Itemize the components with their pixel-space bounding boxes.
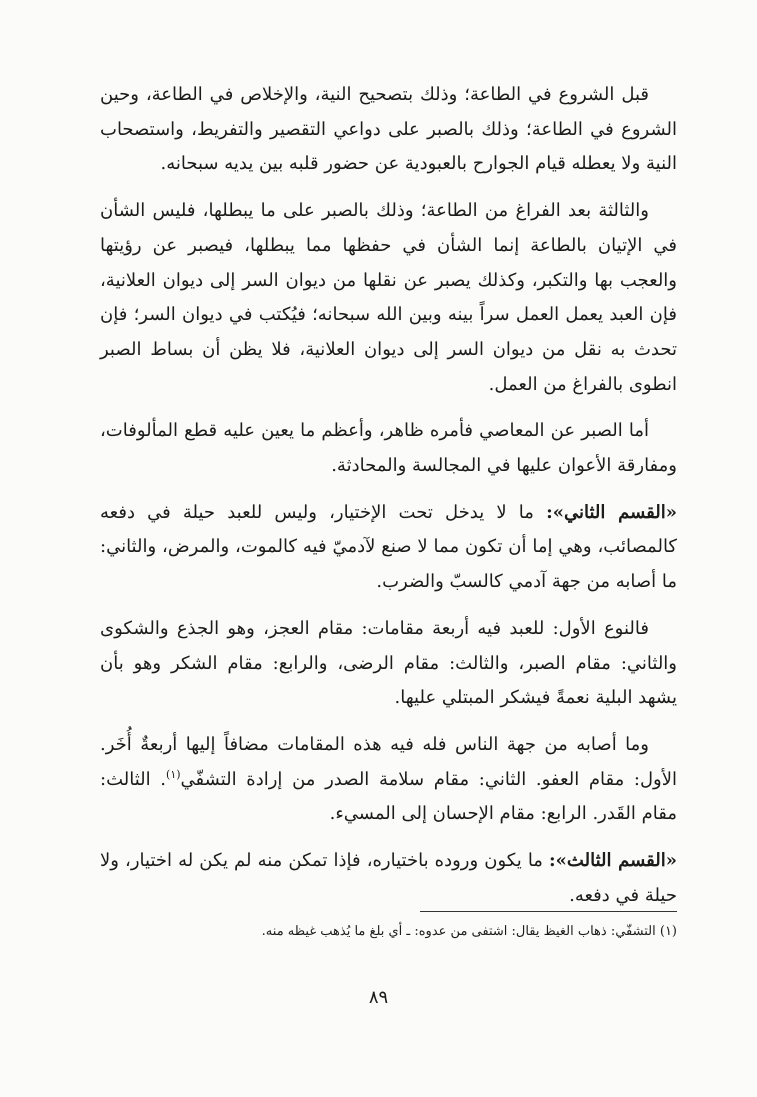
paragraph-5 xyxy=(100,612,677,716)
paragraph-5-text: فالنوع الأول: للعبد فيه أربعة مقامات: مقام العجز، وهو الجذع والشكوى والثاني: مقام الصبر، والثالث: مقام الرضى، والرابع: مقام الشكر وهو بأن يشهد البلية نعمةً فيشكر المبتلي عليها. xyxy=(100,617,677,709)
section-heading-2: «القسم الثاني»: xyxy=(546,501,678,523)
paragraph-4 xyxy=(100,496,677,600)
paragraph-2-text: والثالثة بعد الفراغ من الطاعة؛ وذلك بالصبر على ما يبطلها، فليس الشأن في الإتيان بالطاعة إنما الشأن في حفظها مما يبطلها، فيصبر عن رؤيتها والعجب بها والتكبر، وكذلك يصبر عن نقلها من ديوان السر إلى ديوان العلانية، فإن العبد يعمل العمل سراً بينه وبين الله سبحانه؛ فيُكتب في ديوان السر؛ فإن تحدث به نقل من ديوان السر إلى ديوان العلانية، فلا يظن أن بساط الصبر انطوى بالفراغ من العمل. xyxy=(100,200,677,395)
footnote-reference[interactable]: (١) xyxy=(166,767,181,781)
footnote-divider xyxy=(420,911,677,912)
section-heading-3: «القسم الثالث»: xyxy=(549,850,677,872)
paragraph-3-text: أما الصبر عن المعاصي فأمره ظاهر، وأعظم ما يعين عليه قطع المألوفات، ومفارقة الأعوان عليها في المجالسة والمحادثة. xyxy=(100,420,677,477)
paragraph-6-text: وما أصابه من جهة الناس فله فيه هذه المقامات مضافاً إليها أربعةٌ أُخَر. الأول: مقام العفو. الثاني: مقام سلامة الصدر من إرادة التشفّي xyxy=(100,733,677,790)
paragraph-7-text: ما يكون وروده باختياره، فإذا تمكن منه لم يكن له اختيار، ولا حيلة في دفعه. xyxy=(100,850,677,906)
paragraph-1 xyxy=(100,78,677,182)
paragraph-6 xyxy=(100,728,677,832)
paragraph-7 xyxy=(100,844,677,913)
paragraph-1-text: قبل الشروع في الطاعة؛ وذلك بتصحيح النية، والإخلاص في الطاعة، وحين الشروع في الطاعة؛ وذلك بالصبر على دواعي التقصير والتفريط، واستصحاب النية ولا يعطله قيام الجوارح بالعبودية عن حضور قلبه بين يديه سبحانه. xyxy=(100,84,677,175)
paragraph-6-tail: . الثالث: مقام القَدر. الرابع: مقام الإحسان إلى المسيء. xyxy=(100,768,677,825)
paragraph-4-text: ما لا يدخل تحت الإختيار، وليس للعبد حيلة في دفعه كالمصائب، وهي إما أن تكون مما لا صنع لآدميّ فيه كالموت، والمرض، والثاني: ما أصابه من جهة آدمي كالسبّ والضرب. xyxy=(100,501,677,593)
page-number: ٨٩ xyxy=(368,987,389,1008)
paragraph-3 xyxy=(100,414,677,483)
footnote: (١) التشفّي: ذهاب الغيظ يقال: اشتفى من عدوه: ـ أي بلغ ما يُذهب غيظه منه. xyxy=(261,924,677,939)
paragraph-2 xyxy=(100,194,677,402)
main-text xyxy=(100,78,677,925)
